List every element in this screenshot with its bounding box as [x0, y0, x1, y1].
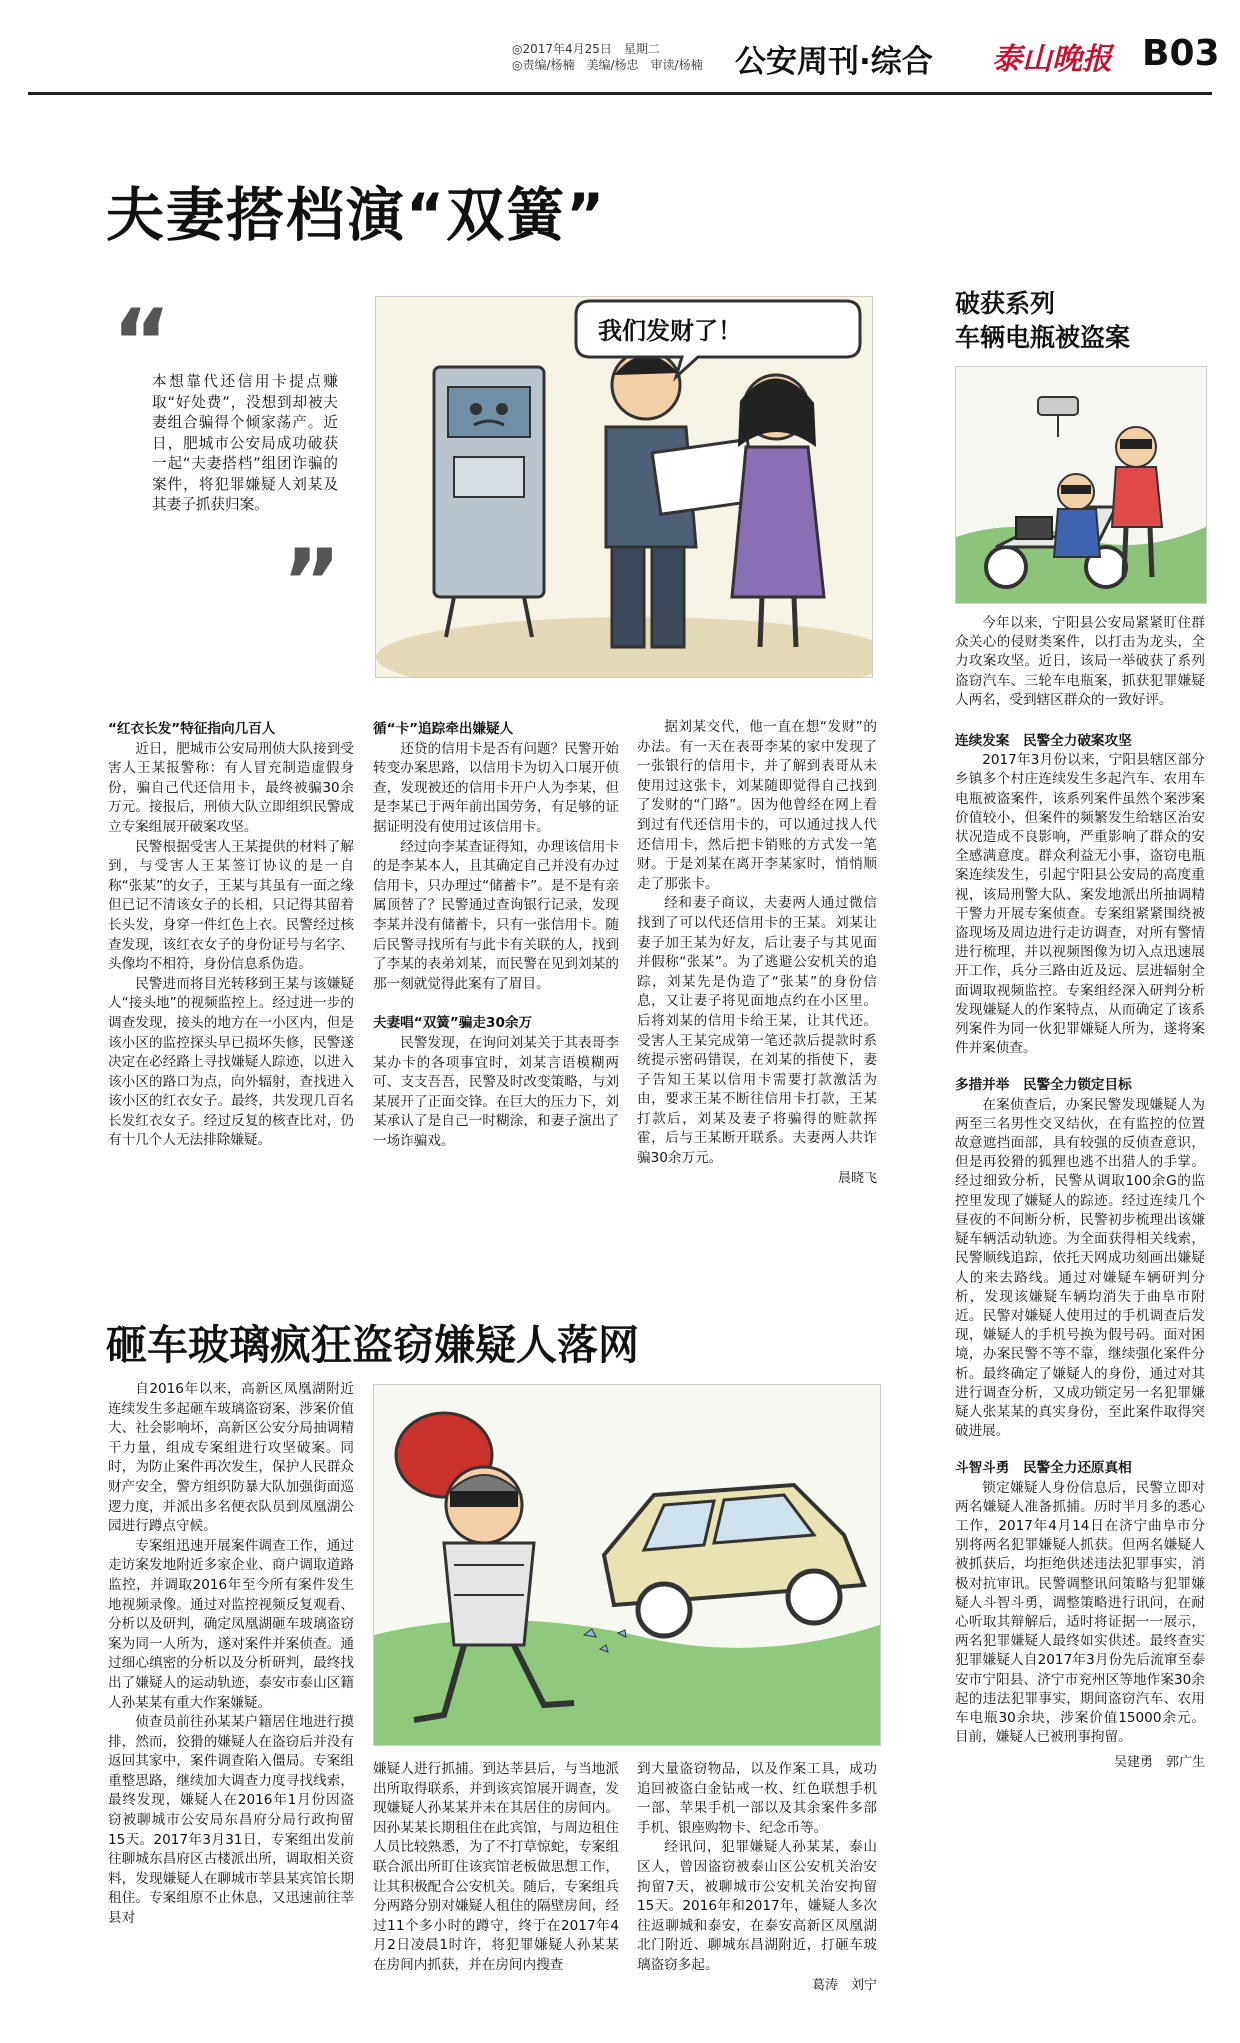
- article3-title-line2: 车辆电瓶被盗案: [955, 323, 1131, 352]
- article1-para: 民警根据受害人王某提供的材料了解到，与受害人王某签订协议的是一自称“张某”的女子，王某与其虽有一面之缘但已记不清该女子的长相，只记得其留着长头发，身穿一件红色上衣。民警经过核查发现，该红衣女子的身份证号与名字、头像均不相符，身份信息系伪造。: [108, 838, 354, 973]
- article1-para: 民警发现，在询问刘某关于其表哥李某办卡的各项事宜时，刘某言语模糊两可、支支吾吾，民警及时改变策略，与刘某展开了正面交锋。在巨大的压力下，刘某承认了是自己一时糊涂，和妻子演出了一场诈骗戏。: [373, 1034, 619, 1149]
- article3-title-line1: 破获系列: [955, 289, 1056, 318]
- article1-col2: [373, 718, 619, 1151]
- newspaper-logo: 泰山晚报: [992, 42, 1112, 77]
- article3-sub2: 多措并举 民警全力锁定目标: [955, 1077, 1132, 1094]
- masthead-rule: [28, 92, 1212, 95]
- article1-sub3: 夫妻唱“双簧”骗走30余万: [373, 1015, 533, 1032]
- speech-bubble-text: 我们发财了！: [598, 317, 742, 345]
- car-thief-illustration: [373, 1384, 881, 1746]
- article2-para: 自2016年以来，高新区凤凰湖附近连续发生多起砸车玻璃盗窃案，涉案价值大、社会影响坏，高新区公安分局抽调精干力量，组成专案组进行攻坚破案。同时，为防止案件再次发生，保护人民群众财产安全，警方组织防暴大队加强街面巡逻力度，并派出多名便衣队员到凤凰湖公园进行蹲点守候。: [108, 1381, 354, 1535]
- close-quote-icon: ”: [282, 530, 342, 635]
- article2-para: 到大量盗窃物品，以及作案工具，成功追回被盗白金钻戒一枚、红色联想手机一部、苹果手机一部以及其余案件多部手机、银座购物卡、纪念币等。: [637, 1761, 877, 1836]
- article1-title: 夫妻搭档演“双簧”: [106, 181, 607, 249]
- article2-byline: 葛涛 刘宁: [811, 1977, 877, 1993]
- article3-intro: 今年以来，宁阳县公安局紧紧盯住群众关心的侵财类案件，以打击为龙头，全力攻案攻坚。近日，该局一举破获了系列盗窃汽车、三轮车电瓶案，抓获犯罪嫌疑人两名，受到辖区群众的一致好评。: [955, 615, 1205, 708]
- article1-para: 民警进而将目光转移到王某与该嫌疑人“接头地”的视频监控上。经过进一步的调查发现，接头的地方在一小区内，但是该小区的监控探头早已损坏失修，民警遂决定在必经路上寻找嫌疑人踪迹，以进入该小区的路口为点，向外辐射，查找进入该小区的红衣女子。最终，共发现几百名长发红衣女子。经过反复的核查比对，仍有十几个人无法排除嫌疑。: [108, 975, 354, 1149]
- article1-sub1: “红衣长发”特征指向几百人: [108, 721, 276, 737]
- article1-col1: [108, 718, 354, 1151]
- article1-byline: 晨晓飞: [837, 1170, 877, 1186]
- article2-title: 砸车玻璃疯狂盗窃嫌疑人落网: [106, 1321, 639, 1369]
- article3-para: 2017年3月份以来，宁阳县辖区部分乡镇多个村庄连续发生多起汽车、农用车电瓶被盗案件，该系列案件虽然个案涉案价值较小，但案件的频繁发生给辖区治安状况造成不良影响，严重影响了群众的安全感满意度。群众利益无小事，盗窃电瓶案连续发生，引起宁阳县公安局的高度重视，该局刑警大队、案发地派出所抽调精干警力开展专案侦查。专案组紧紧围绕被盗现场及周边进行走访调查，对所有警情进行梳理，并以视频图像为切入点迅速展开工作，兵分三路由近及远、层进辐射全面调取视频监控。专案组经深入研判分析发现嫌疑人的作案特点，从而确定了该系列案件为同一伙犯罪嫌疑人所为，遂将案件并案侦查。: [955, 752, 1205, 1057]
- article2-para: 专案组迅速开展案件调查工作，通过走访案发地附近多家企业、商户调取道路监控，并调取2016年至今所有案件发生地视频录像。通过对监控视频反复观看、分析以及研判，确定凤凰湖砸车玻璃盗窃案为同一人所为，遂对案件并案侦查。通过细心缜密的分析以及分析研判，最终找出了嫌疑人的运动轨迹，泰安市泰山区籍人孙某某有重大作案嫌疑。: [108, 1537, 354, 1711]
- article2-para: 嫌疑人进行抓捕。到达莘县后，与当地派出所取得联系，并到该宾馆展开调查，发现嫌疑人孙某某并未在其居住的房间内。因孙某某长期租住在此宾馆，与周边租住人员比较熟悉，为了不打草惊蛇，专案组联合派出所盯住该宾馆老板做思想工作，让其积极配合公安机关。随后，专案组兵分两路分别对嫌疑人租住的隔壁房间，经过11个多小时的蹲守，终于在2017年4月2日凌晨1时许，将犯罪嫌疑人孙某某在房间内抓获，并在房间内搜查: [373, 1761, 619, 1973]
- article2-para: 侦查员前往孙某某户籍居住地进行摸排，然而，狡猾的嫌疑人在盗窃后并没有返回其家中，案件调查陷入僵局。专案组重整思路，继续加大调查力度寻找线索，最终发现，嫌疑人在2016年1月份因盗窃被聊城市公安局东昌府分局行政拘留15天。2017年3月31日，专案组出发前往聊城东昌府区古楼派出所，调取相关资料，发现嫌疑人在聊城市莘县某宾馆长期租住。专案组原不止休息，又迅速前往莘县对: [108, 1714, 354, 1927]
- article3-sub3: 斗智斗勇 民警全力还原真相: [955, 1460, 1132, 1477]
- article1-para: 还贷的信用卡是否有问题？民警开始转变办案思路，以信用卡为切入口展开侦查，发现被还的信用卡开户人为李某，但是李某已于两年前出国劳务，有足够的证据证明没有使用过该信用卡。: [373, 740, 619, 835]
- article1-lead: 本想靠代还信用卡提点赚取“好处费”，没想到却被夫妻组合骗得个倾家荡产。近日，肥城市公安局成功破获一起“夫妻搭档”组团诈骗的案件，将犯罪嫌疑人刘某及其妻子抓获归案。: [152, 373, 338, 513]
- section-title: 公安周刊·综合: [735, 44, 933, 80]
- article2-col2: [373, 1760, 619, 1976]
- date-line: ◎2017年4月25日 星期二: [512, 42, 660, 56]
- article1-col3: [637, 718, 877, 1188]
- article2-para: 经讯问，犯罪嫌疑人孙某某，泰山区人，曾因盗窃被泰山区公安机关治安拘留7天，被聊城市公安机关治安拘留15天。2016年和2017年，嫌疑人多次往返聊城和泰安，在泰安高新区凤凰湖北门附近、聊城东昌湖附近，打砸车玻璃盗窃多起。: [637, 1839, 877, 1973]
- couple-atm-illustration: [375, 296, 873, 678]
- article1-para: 经过向李某查证得知，办理该信用卡的是李某本人，且其确定自己并没有办过信用卡，只办理过“储蓄卡”。是不是有亲属顶替了？民警通过查询银行记录，发现李某并没有储蓄卡，只有一张信用卡。随后民警寻找所有与此卡有关联的人，找到了李某的表弟刘某，而民警在见到刘某的那一刻就觉得此案有了眉目。: [373, 838, 619, 992]
- article3-para: 在案侦查后，办案民警发现嫌疑人为两至三名男性交叉结伙，在有监控的位置故意遮挡面部，具有较强的反侦查意识，但是再狡猾的狐狸也逃不出猎人的手掌。经过细致分析，民警从调取100余G的监控里发现了嫌疑人的踪迹。经过连续几个昼夜的不间断分析，民警初步梳理出该嫌疑车辆活动轨迹。为全面获得相关线索，民警顺线追踪，依托天网成功刻画出嫌疑人的来去路线。通过对嫌疑车辆研判分析，发现该嫌疑车辆均消失于曲阜市附近。民警对嫌疑人使用过的手机调查后发现，嫌疑人的手机号换为假号码。面对困境，办案民警不等不靠，继续强化案件分析。最终确定了嫌疑人的身份，通过对其进行调查分析，又成功锁定另一名犯罪嫌疑人张某某的真实身份，至此案件取得突破进展。: [955, 1096, 1205, 1440]
- article1-para: 经和妻子商议，夫妻两人通过微信找到了可以代还信用卡的王某。刘某让妻子加王某为好友，后让妻子与其见面并假称“张某”。为了逃避公安机关的追踪，刘某先是伪造了“张某”的身份信息，又让妻子将见面地点约在小区里。后将刘某的信用卡给王某，让其代还。受害人王某完成第一笔还款后提款时系统提示密码错误，在刘某的指使下，妻子告知王某以信用卡需要打款激活为由，要求王某不断往信用卡打款，王某打款后，刘某及妻子将骗得的赃款挥霍，后与王某断开联系。夫妻两人共诈骗30余万元。: [637, 895, 877, 1167]
- open-quote-icon: “: [112, 290, 172, 395]
- page-number: B03: [1142, 33, 1220, 74]
- article3-para: 锁定嫌疑人身份信息后，民警立即对两名嫌疑人准备抓捕。历时半月多的悉心工作，2017年4月14日在济宁曲阜市分别将两名犯罪嫌疑人抓获。但两名嫌疑人被抓获后，均拒绝供述违法犯罪事实，消极对抗审讯。民警调整讯问策略与犯罪嫌疑人斗智斗勇，调整策略进行讯问，在耐心听取其辩解后，适时将证据一一展示，两名犯罪嫌疑人最终如实供述。最终查实犯罪嫌疑人自2017年3月份先后流窜至泰安市宁阳县、济宁市兖州区等地作案30余起的违法犯罪事实，期间盗窃汽车、农用车电瓶30余块，涉案价值15000余元。目前，嫌疑人已被刑事拘留。: [955, 1479, 1205, 1746]
- editors-line: ◎责编/杨楠 美编/杨忠 审读/杨楠: [512, 58, 703, 72]
- article1-para: 据刘某交代，他一直在想“发财”的办法。有一天在表哥李某的家中发现了一张银行的信用卡，并了解到表哥从未使用过这张卡，刘某随即觉得自己找到了发财的“门路”。因为他曾经在网上看到过有代还信用卡的，可以通过找人代还信用卡，然后把卡销账的方式发一笔财。于是刘某在离开李某家时，悄悄顺走了那张卡。: [637, 719, 877, 892]
- article1-para: 近日，肥城市公安局刑侦大队接到受害人王某报警称：有人冒充制造虚假身份，骗自己代还信用卡，最终被骗30余万元。接报后，刑侦大队立即组织民警成立专案组展开破案攻坚。: [108, 740, 354, 835]
- article2-col1: [108, 1380, 354, 1929]
- article3-sub1: 连续发案 民警全力破案攻坚: [955, 733, 1132, 750]
- article3-col: [955, 614, 1205, 1773]
- article1-sub2: 循“卡”追踪牵出嫌疑人: [373, 721, 514, 737]
- battery-theft-illustration: [955, 366, 1207, 604]
- article3-byline: 吴建勇 郭广生: [1113, 1755, 1205, 1771]
- article2-col3: [637, 1760, 877, 1995]
